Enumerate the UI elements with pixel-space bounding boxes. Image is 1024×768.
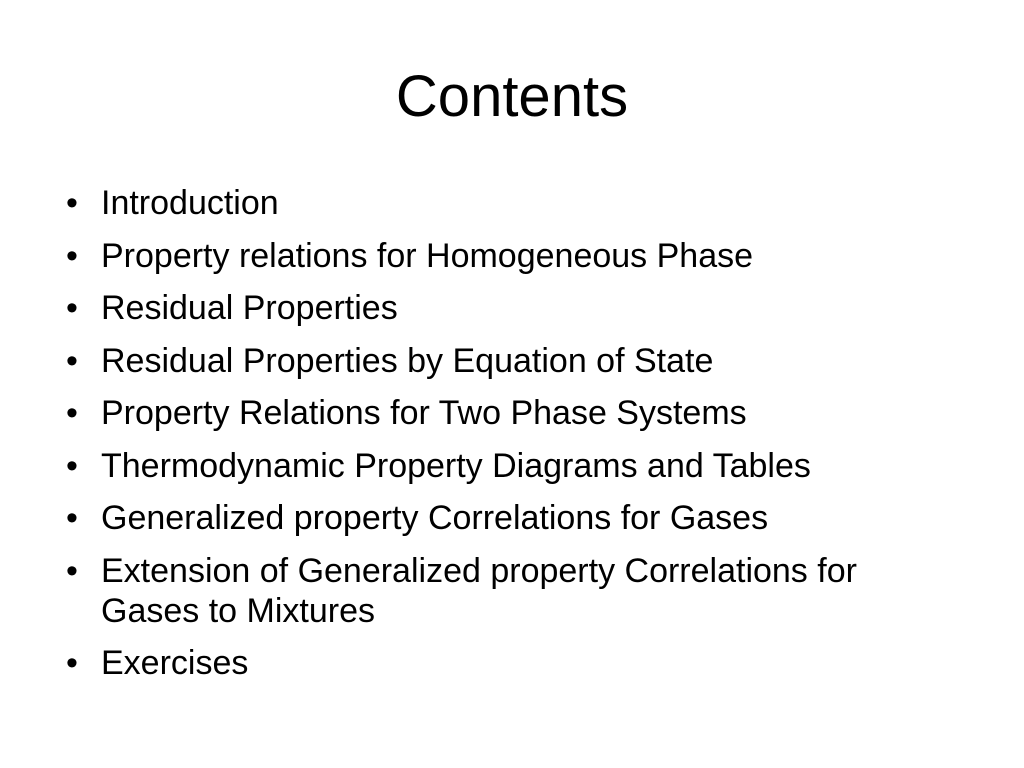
contents-list bbox=[57, 183, 957, 696]
bullet-icon: • bbox=[66, 446, 78, 485]
list-item bbox=[57, 643, 957, 683]
bullet-icon: • bbox=[66, 551, 78, 590]
list-item bbox=[57, 498, 957, 538]
bullet-icon: • bbox=[66, 289, 78, 327]
list-item bbox=[57, 551, 957, 631]
list-item bbox=[57, 236, 957, 276]
list-item bbox=[57, 393, 957, 433]
list-item bbox=[57, 341, 957, 381]
bullet-icon: • bbox=[66, 394, 78, 432]
list-item bbox=[57, 183, 957, 223]
list-item-text: Thermodynamic Property Diagrams and Tables bbox=[101, 446, 811, 485]
list-item-text: Property Relations for Two Phase Systems bbox=[101, 394, 747, 432]
list-item-text: Introduction bbox=[101, 184, 279, 222]
bullet-icon: • bbox=[66, 644, 78, 682]
list-item-text: Residual Properties bbox=[101, 289, 398, 327]
list-item-text: Extension of Generalized property Correlations for Gases to Mixtures bbox=[101, 551, 857, 630]
bullet-icon: • bbox=[66, 184, 78, 222]
list-item bbox=[57, 288, 957, 328]
slide-title: Contents bbox=[395, 64, 629, 129]
list-item-text: Generalized property Correlations for Gases bbox=[101, 499, 769, 537]
bullet-icon: • bbox=[66, 236, 78, 275]
bullet-icon: • bbox=[66, 341, 78, 380]
list-item-text: Property relations for Homogeneous Phase bbox=[101, 236, 754, 275]
list-item-text: Residual Properties by Equation of State bbox=[101, 341, 714, 380]
list-item bbox=[57, 446, 957, 486]
list-item-text: Exercises bbox=[101, 644, 249, 682]
bullet-icon: • bbox=[66, 499, 78, 537]
